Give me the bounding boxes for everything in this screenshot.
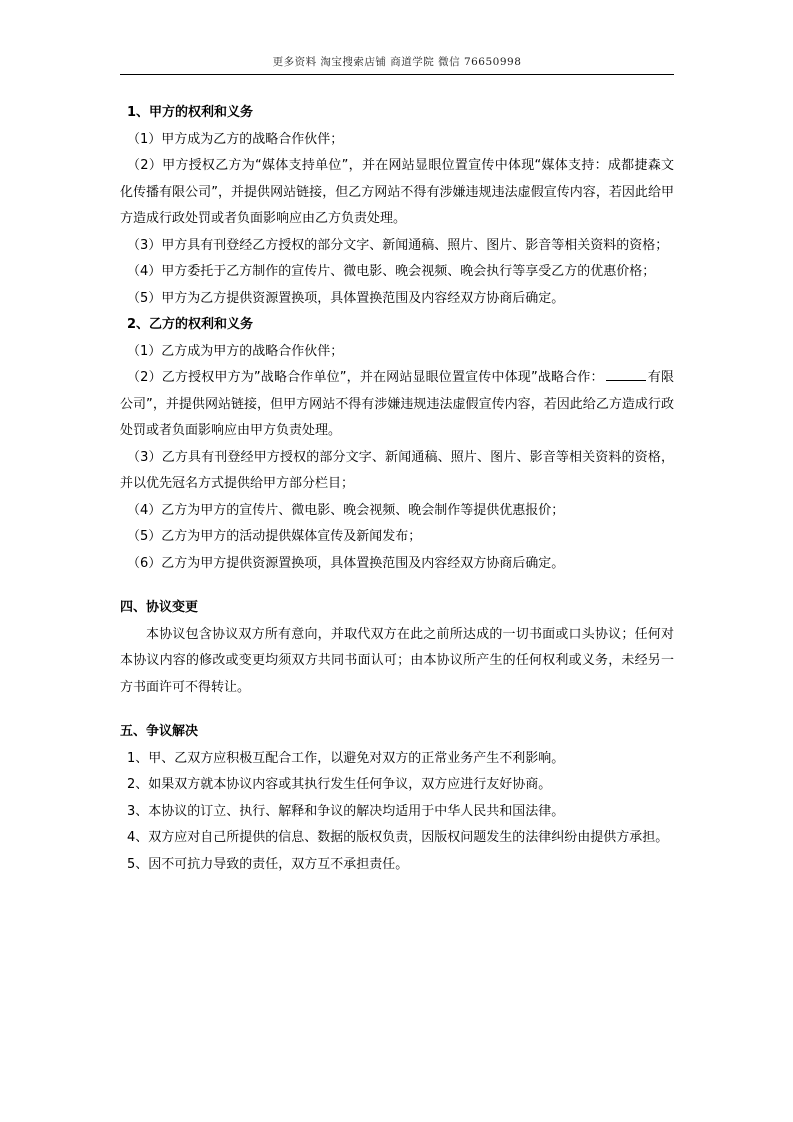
party-a-item-4: （4）甲方委托于乙方制作的宣传片、微电影、晚会视频、晚会执行等享受乙方的优惠价格； <box>127 264 656 279</box>
party-b-item-2-part-1: （2）乙方授权甲方为”战略合作单位”，并在网站显眼位置宣传中体现”战略合作： <box>127 370 604 385</box>
party-b-item-5: （5）乙方为甲方的活动提供媒体宣传及新闻发布； <box>127 529 422 544</box>
section-spacer <box>120 701 674 719</box>
party-b-item-2 <box>120 365 674 445</box>
section-heading-amendment: 四、协议变更 <box>120 600 199 615</box>
party-a-item-3: （3）甲方具有刊登经乙方授权的部分文字、新闻通稿、照片、图片、影音等相关资料的资格； <box>127 237 669 253</box>
header-rule <box>120 74 674 75</box>
party-a-item-5: （5）甲方为乙方提供资源置换项，具体置换范围及内容经双方协商后确定。 <box>127 290 565 306</box>
section-heading-party-b: 2、乙方的权利和义务 <box>127 317 254 332</box>
party-a-item-1: （1）甲方成为乙方的战略合作伙伴； <box>127 131 344 147</box>
dispute-item-4: 4、双方应对自己所提供的信息、数据的版权负责，因版权问题发生的法律纠纷由提供方承担。 <box>127 830 669 845</box>
dispute-item-5: 5、因不可抗力导致的责任，双方互不承担责任。 <box>127 856 409 872</box>
party-b-item-6: （6）乙方为甲方提供资源置换项，具体置换范围及内容经双方协商后确定。 <box>127 555 565 571</box>
party-b-item-3: （3）乙方具有刊登经甲方授权的部分文字、新闻通稿、照片、图片、影音等相关资料的资格，并以优先冠名方式提供给甲方部分栏目； <box>120 449 674 491</box>
fill-in-blank <box>606 366 646 381</box>
section-heading-dispute: 五、争议解决 <box>120 724 199 739</box>
section-spacer <box>120 577 674 595</box>
dispute-item-2: 2、如果双方就本协议内容或其执行发生任何争议，双方应进行友好协商。 <box>127 777 552 792</box>
party-b-item-2-part-2: 有限公司”，并提供网站链接，但甲方网站不得有涉嫌违规违法虚假宣传内容，若因此给乙方造成行政处罚或者负面影响应由甲方负责处理。 <box>120 370 674 438</box>
dispute-item-3: 3、本协议的订立、执行、解释和争议的解决均适用于中华人民共和国法律。 <box>127 803 565 819</box>
party-b-item-1: （1）乙方成为甲方的战略合作伙伴； <box>127 343 344 359</box>
dispute-item-1: 1、甲、乙双方应积极互配合工作，以避免对双方的正常业务产生不利影响。 <box>127 750 565 766</box>
amendment-body: 本协议包含协议双方所有意向，并取代双方在此之前所达成的一切书面或口头协议；任何对本协议内容的修改或变更均须双方共同书面认可；由本协议所产生的任何权利或义务，未经另一方书面许可不得转让。 <box>120 626 674 695</box>
party-a-item-2: （2）甲方授权乙方为“媒体支持单位”，并在网站显眼位置宣传中体现“媒体支持：成都捷森文化传播有限公司”，并提供网站链接，但乙方网站不得有涉嫌违规违法虚假宣传内容，若因此给甲方造成行政处罚或者负面影响应由乙方负责处理。 <box>120 158 674 226</box>
document-body <box>120 100 674 878</box>
party-b-item-4: （4）乙方为甲方的宣传片、微电影、晚会视频、晚会制作等提供优惠报价； <box>127 502 565 518</box>
page-header: 更多资料 淘宝搜索店铺 商道学院 微信 76650998 <box>272 56 522 68</box>
section-heading-party-a: 1、甲方的权利和义务 <box>127 105 254 120</box>
